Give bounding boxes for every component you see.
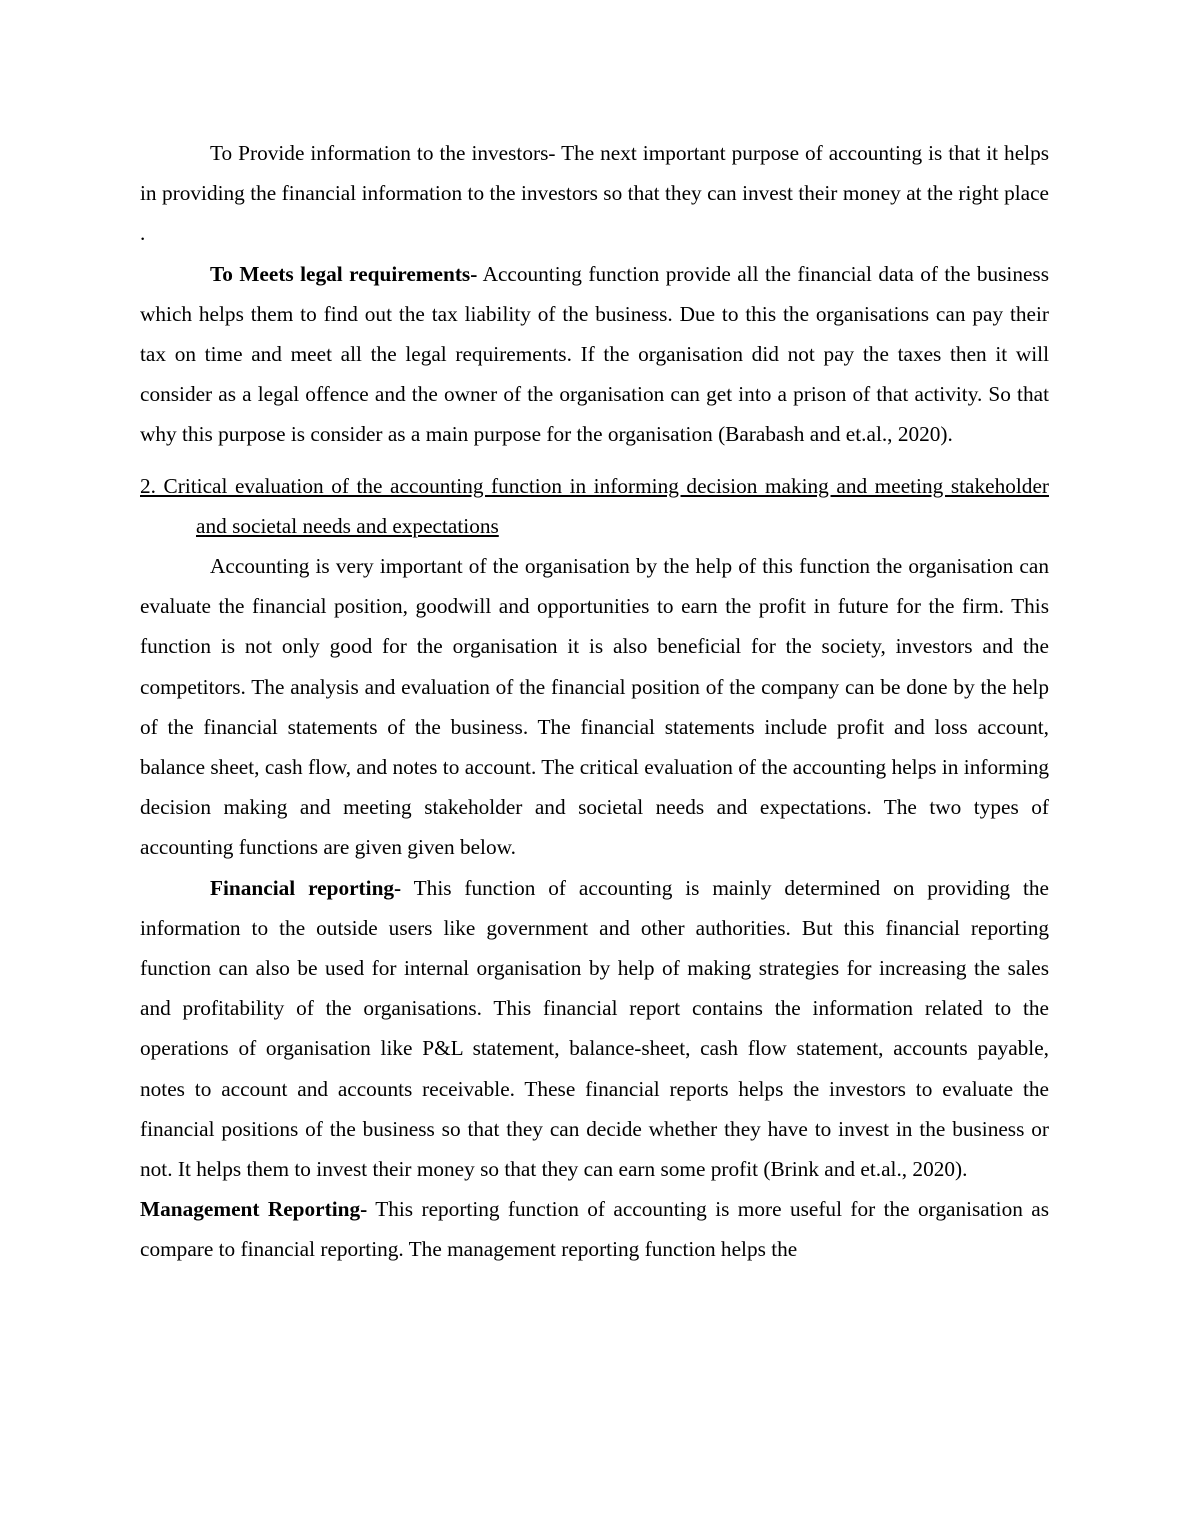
paragraph-investors	[140, 133, 1049, 254]
document-page	[140, 133, 1049, 1270]
paragraph-management-reporting	[140, 1189, 1049, 1269]
paragraph-investors-lead: To Provide information to the investors-	[210, 141, 562, 165]
paragraph-legal-requirements	[140, 254, 1049, 455]
paragraph-investors-text: The next important purpose of accounting is that it helps in providing the financial information to the investors so that they can invest their money at the right place .	[140, 141, 1050, 246]
paragraph-financial-reporting	[140, 868, 1049, 1190]
paragraph-management-reporting-text: This reporting function of accounting is more useful for the organisation as compare to financial reporting. The management reporting function helps the	[140, 1197, 1049, 1262]
section-heading: 2. Critical evaluation of the accounting function in informing decision making and meeting stakeholder and societal needs and expectations	[140, 473, 1049, 538]
paragraph-financial-reporting-text: This function of accounting is mainly determined on providing the information to the outside users like government and other authorities. But this financial reporting function can also be used for internal organisation by help of making strategies for increasing the sales and profitability of the organisations. This financial report contains the information related to the operations of organisation like P&L statement, balance-sheet, cash flow statement, accounts payable, notes to account and accounts receivable. These financial reports helps the investors to evaluate the financial positions of the business so that they can decide whether they have to invest in the business or not. It helps them to invest their money so that they can earn some profit (Brink and et.al., 2020).	[140, 875, 1049, 1182]
paragraph-legal-lead: To Meets legal requirements-	[210, 261, 478, 286]
paragraph-accounting-text: Accounting is very important of the organisation by the help of this function the organisation can evaluate the financial position, goodwill and opportunities to earn the profit in future for the firm. This function is not only good for the organisation it is also beneficial for the society, investors and the competitors. The analysis and evaluation of the financial position of the company can be done by the help of the financial statements of the business. The financial statements include profit and loss account, balance sheet, cash flow, and notes to account. The critical evaluation of the accounting helps in informing decision making and meeting stakeholder and societal needs and expectations. The two types of accounting functions are given given below.	[140, 554, 1049, 860]
paragraph-financial-reporting-lead: Financial reporting-	[210, 875, 402, 900]
paragraph-accounting	[140, 546, 1049, 868]
paragraph-legal-text: Accounting function provide all the financial data of the business which helps them to find out the tax liability of the business. Due to this the organisations can pay their tax on time and meet all the legal requirements. If the organisation did not pay the taxes then it will consider as a legal offence and the owner of the organisation can get into a prison of that activity. So that why this purpose is consider as a main purpose for the organisation (Barabash and et.al., 2020).	[140, 261, 1049, 447]
paragraph-management-reporting-lead: Management Reporting-	[140, 1197, 368, 1222]
